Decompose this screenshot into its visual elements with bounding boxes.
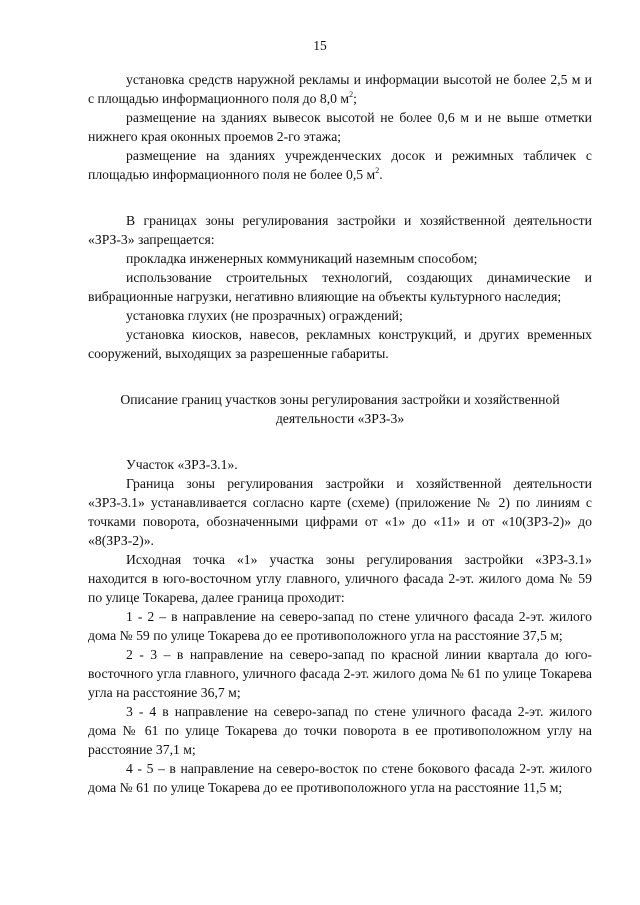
signage-restrictions-list	[88, 70, 592, 184]
superscript: 2	[349, 90, 354, 99]
plot-title: Участок «ЗРЗ-3.1».	[126, 457, 238, 472]
superscript: 2	[375, 166, 380, 175]
zrz3-prohibitions-section	[88, 211, 592, 363]
prohibition-item: установка киосков, навесов, рекламных конструкций, и других временных сооружений, выходящих за разрешенные габариты.	[88, 327, 592, 361]
prohibition-item: установка глухих (не прозрачных) ограждений;	[126, 308, 403, 323]
page-number: 15	[313, 38, 327, 53]
plot-description: Граница зоны регулирования застройки и хозяйственной деятельности «ЗРЗ-3.1» устанавливается согласно карте (схеме) (приложение № 2) по линиям с точками поворота, обозначенными цифрами от «1» до «11» и от «10(ЗРЗ-2)» до «8(ЗРЗ-2)».	[88, 476, 592, 548]
signage-restriction-punct: .	[379, 167, 383, 182]
boundary-segment: 3 - 4 в направление на северо-запад по стене уличного фасада 2-эт. жилого дома № 61 по улице Токарева до точки поворота в ее противоположном углу на расстояние 37,1 м;	[88, 704, 592, 757]
section-heading: Описание границ участков зоны регулирования застройки и хозяйственной деятельности «ЗРЗ-3»	[120, 392, 560, 426]
boundary-segment: 1 - 2 – в направление на северо-запад по стене уличного фасада 2-эт. жилого дома № 59 по улице Токарева до ее противоположного угла на расстояние 37,5 м;	[88, 609, 592, 643]
origin-point-description: Исходная точка «1» участка зоны регулирования застройки «ЗРЗ-3.1» находится в юго-восточном углу главного, уличного фасада 2-эт. жилого дома № 59 по улице Токарева, далее граница проходит:	[88, 552, 592, 605]
signage-restriction-text: размещение на зданиях учрежденческих досок и режимных табличек с площадью информационного поля не более 0,5 м	[88, 148, 592, 182]
signage-restriction-item	[88, 70, 592, 108]
signage-restriction-text: размещение на зданиях вывесок высотой не более 0,6 м и не выше отметки нижнего края оконных проемов 2-го этажа;	[88, 110, 592, 144]
signage-restriction-punct: ;	[353, 91, 357, 106]
prohibition-item: прокладка инженерных коммуникаций наземным способом;	[126, 251, 478, 266]
prohibition-item: использование строительных технологий, создающих динамические и вибрационные нагрузки, негативно влияющие на объекты культурного наследия;	[88, 270, 592, 304]
signage-restriction-item	[88, 108, 592, 146]
plot-description-section	[88, 455, 592, 797]
signage-restriction-item	[88, 146, 592, 184]
prohibitions-intro: В границах зоны регулирования застройки и хозяйственной деятельности «ЗРЗ-3» запрещается:	[88, 213, 592, 247]
boundary-segment: 2 - 3 – в направление на северо-запад по красной линии квартала до юго-восточного угла главного, уличного фасада 2-эт. жилого дома № 61 по улице Токарева угла на расстояние 36,7 м;	[88, 647, 592, 700]
signage-restriction-text: установка средств наружной рекламы и информации высотой не более 2,5 м и с площадью информационного поля до 8,0 м	[88, 72, 592, 106]
document-body	[88, 70, 592, 797]
boundary-segment: 4 - 5 – в направление на северо-восток по стене бокового фасада 2-эт. жилого дома № 61 по улице Токарева до ее противоположного угла на расстояние 11,5 м;	[88, 761, 592, 795]
